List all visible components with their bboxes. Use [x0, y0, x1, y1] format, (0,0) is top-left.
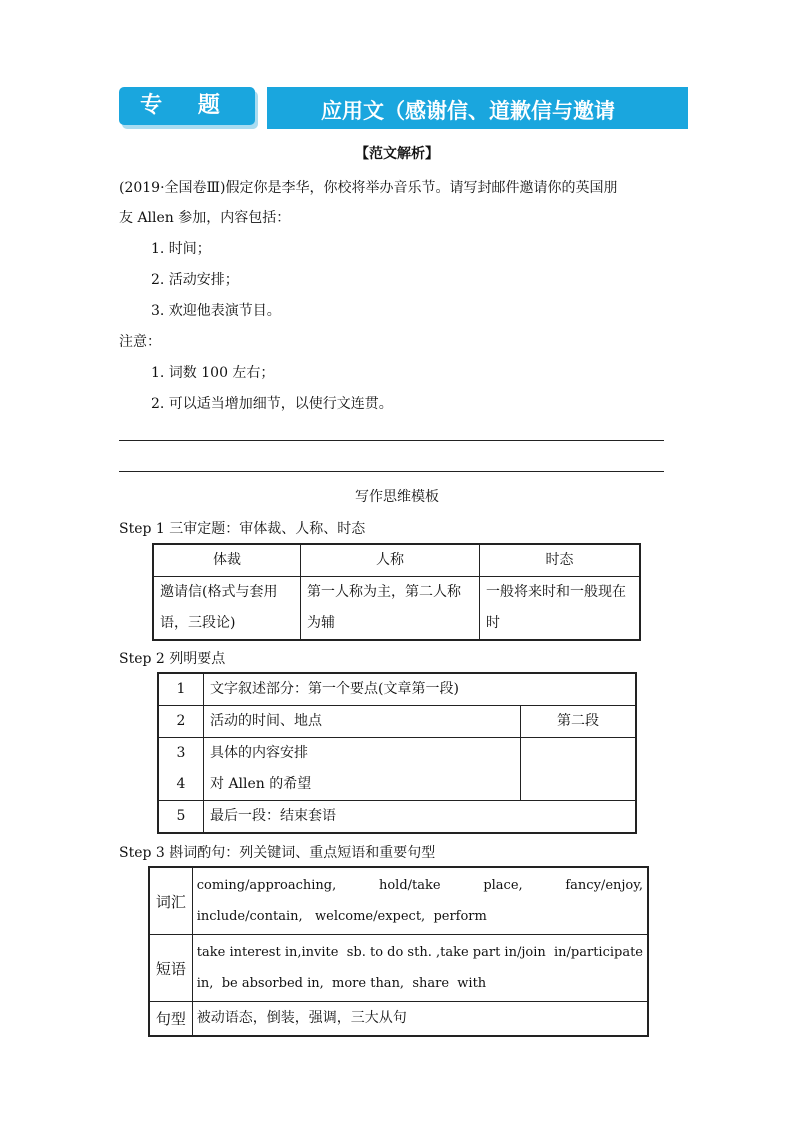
row-text: 活动的时间、地点: [204, 706, 521, 738]
answer-line-2: [119, 471, 664, 472]
row-text: 具体的内容安排: [204, 738, 521, 770]
step2-label: Step 2 列明要点: [119, 651, 226, 667]
row-text: 对 Allen 的希望: [204, 769, 521, 801]
header-person: 人称: [301, 544, 480, 577]
note-2: 2. 可以适当增加细节，以使行文连贯。: [151, 396, 393, 412]
header-genre: 体裁: [153, 544, 301, 577]
row-text: 文字叙述部分：第一个要点(文章第一段): [204, 673, 637, 706]
sentence-label: 句型: [149, 1002, 192, 1037]
row-number: 5: [158, 801, 204, 834]
topic-badge: 专 题 十: [119, 87, 255, 125]
prompt-point-3: 3. 欢迎他表演节目。: [151, 303, 281, 319]
phrase-item: take part in/join in/participate: [440, 945, 643, 960]
topic-title-banner: 应用文（感谢信、道歉信与邀请: [267, 87, 688, 129]
note-1: 1. 词数 100 左右；: [151, 365, 275, 381]
phrase-item: invite sb. to do sth. ,: [301, 945, 441, 960]
step1-label: Step 1 三审定题：审体裁、人称、时态: [119, 521, 366, 537]
row-number: 1: [158, 673, 204, 706]
cell-person: 第一人称为主，第二人称为辅: [301, 577, 480, 641]
step2-table: [157, 672, 637, 834]
row-number: 2: [158, 706, 204, 738]
prompt-line-1: (2019·全国卷Ⅲ)假定你是李华，你校将举办音乐节。请写封邮件邀请你的英国朋: [119, 180, 618, 196]
template-title: 写作思维模板: [355, 489, 439, 505]
row-number: 4: [158, 769, 204, 801]
vocab-item: fancy/enjoy,: [565, 878, 643, 893]
step3-table: [148, 866, 649, 1037]
side-blank: [521, 738, 637, 801]
header-tense: 时态: [480, 544, 641, 577]
vocab-item: place,: [483, 878, 523, 893]
phrase-content: [192, 935, 648, 1002]
answer-line-1: [119, 440, 664, 441]
cell-tense: 一般将来时和一般现在时: [480, 577, 641, 641]
row-number: 3: [158, 738, 204, 770]
prompt-point-2: 2. 活动安排；: [151, 272, 239, 288]
phrase-line-2: in, be absorbed in, more than, share with: [196, 976, 487, 991]
paragraph-two-label: 第二段: [521, 706, 637, 738]
step3-label: Step 3 斟词酌句：列关键词、重点短语和重要句型: [119, 845, 436, 861]
sentence-content: 被动语态，倒装，强调，三大从句: [192, 1002, 648, 1037]
vocab-label: 词汇: [149, 867, 192, 935]
step1-table: [152, 543, 641, 641]
prompt-point-1: 1. 时间；: [151, 241, 211, 257]
prompt-line-2: 友 Allen 参加，内容包括：: [119, 210, 291, 226]
row-text: 最后一段：结束套语: [204, 801, 637, 834]
phrase-label: 短语: [149, 935, 192, 1002]
cell-genre: 邀请信(格式与套用语，三段论): [153, 577, 301, 641]
vocab-item: coming/approaching,: [196, 878, 337, 893]
note-label: 注意：: [119, 334, 161, 350]
vocab-line-2: include/contain, welcome/expect, perform: [196, 909, 487, 924]
vocab-content: [192, 867, 648, 935]
vocab-item: hold/take: [378, 878, 441, 893]
section-heading: 【范文解析】: [355, 146, 439, 162]
phrase-item: take interest in,: [196, 945, 302, 960]
